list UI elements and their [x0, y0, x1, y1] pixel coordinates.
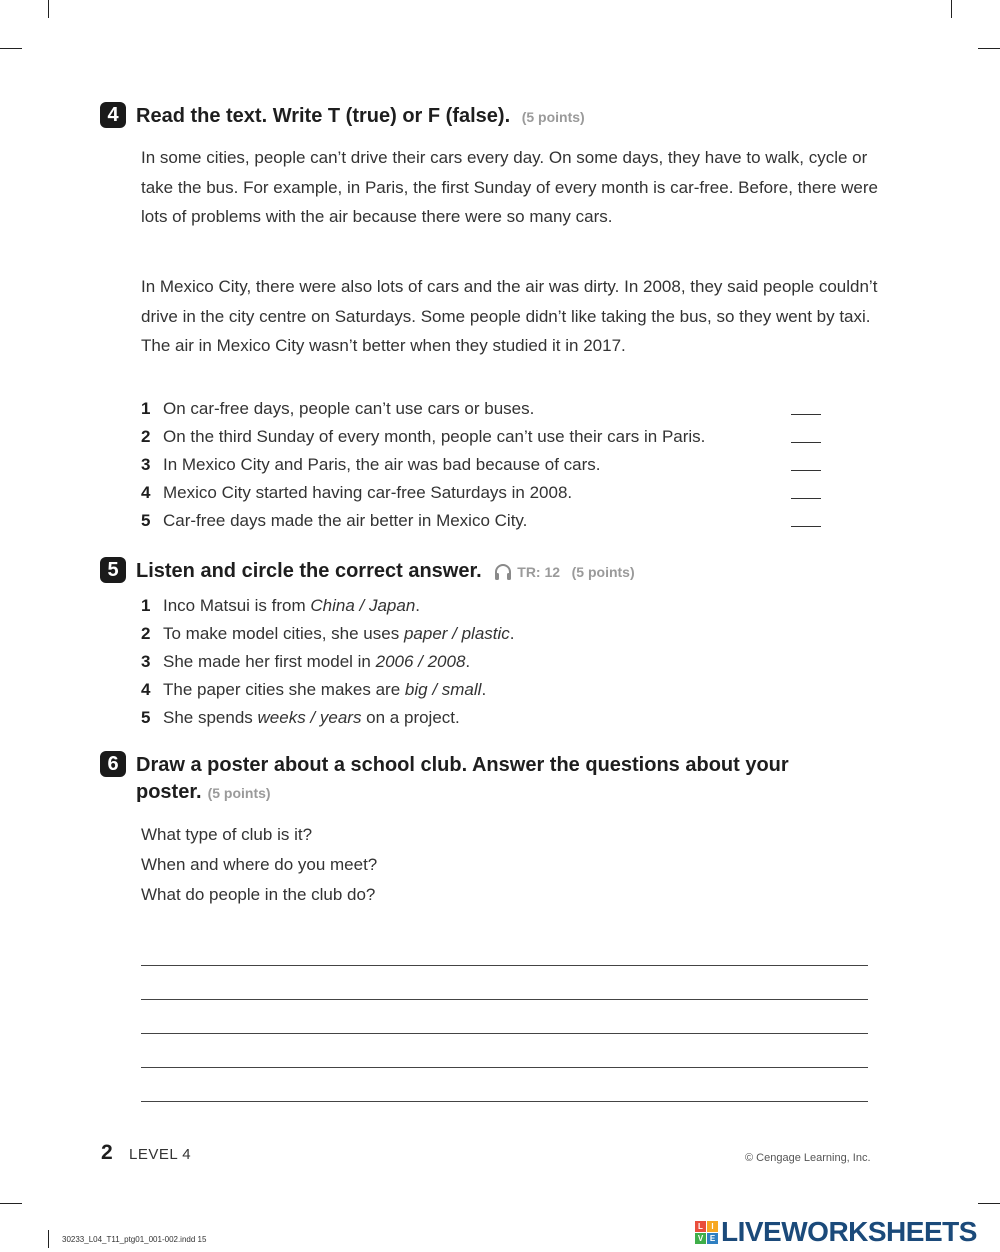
writing-line[interactable] — [141, 1067, 868, 1068]
points-label: (5 points) — [207, 785, 271, 801]
list-item: 1 Inco Matsui is from China / Japan. — [141, 596, 421, 615]
list-item: 2 On the third Sunday of every month, people can’t use their cars in Paris. — [141, 423, 705, 451]
answer-options[interactable]: paper / plastic — [403, 624, 510, 643]
writing-line[interactable] — [141, 999, 868, 1000]
section-title — [136, 752, 789, 807]
answer-blank[interactable] — [791, 470, 821, 471]
crop-mark — [978, 1203, 1000, 1204]
section-title — [136, 558, 635, 586]
answer-options[interactable]: big / small — [404, 680, 482, 699]
section-6-heading — [100, 752, 789, 807]
question: When and where do you meet? — [141, 855, 378, 874]
section-5-heading — [100, 558, 635, 586]
answer-blank[interactable] — [791, 442, 821, 443]
list-item: 4 The paper cities she makes are big / small. — [141, 680, 487, 699]
answer-options[interactable]: weeks / years — [257, 708, 362, 727]
list-item: 1 On car-free days, people can’t use cars or buses. — [141, 395, 705, 423]
question: What do people in the club do? — [141, 885, 376, 904]
section-title-line-1: Draw a poster about a school club. Answer the questions about your — [136, 754, 789, 776]
answer-blank[interactable] — [791, 414, 821, 415]
crop-mark — [48, 0, 49, 18]
level-label: LEVEL 4 — [129, 1146, 192, 1163]
circle-answer-list — [141, 592, 515, 732]
crop-mark — [0, 1203, 22, 1204]
crop-mark — [48, 1230, 49, 1248]
list-item: 5 Car-free days made the air better in Mexico City. — [141, 507, 705, 535]
section-4-heading — [100, 103, 585, 131]
list-item: 2 To make model cities, she uses paper / plastic. — [141, 624, 515, 643]
list-item: 5 She spends weeks / years on a project. — [141, 708, 460, 727]
list-item: 3 She made her first model in 2006 / 2008. — [141, 652, 471, 671]
question: What type of club is it? — [141, 825, 313, 844]
answer-blank[interactable] — [791, 526, 821, 527]
crop-mark — [951, 0, 952, 18]
answer-options[interactable]: China / Japan — [310, 596, 416, 615]
writing-line[interactable] — [141, 965, 868, 966]
copyright: © Cengage Learning, Inc. — [745, 1152, 871, 1164]
writing-line[interactable] — [141, 1033, 868, 1034]
writing-line[interactable] — [141, 1101, 868, 1102]
reading-paragraph-2: In Mexico City, there were also lots of cars and the air was dirty. In 2008, they said people couldn’t drive in the city centre on Saturdays. Some people didn’t like taking the bus, so they went by taxi. The air in Mexico City wasn’t better when they studied it in 2017. — [141, 277, 878, 355]
list-item: 4 Mexico City started having car-free Saturdays in 2008. — [141, 479, 705, 507]
points-label: (5 points) — [521, 109, 585, 125]
headphones-icon — [493, 563, 513, 581]
answer-options[interactable]: 2006 / 2008 — [375, 652, 466, 671]
liveworksheets-logo[interactable] — [695, 1216, 977, 1248]
logo-text: LIVEWORKSHEETS — [721, 1216, 977, 1247]
section-number-badge: 6 — [100, 751, 126, 777]
section-title-text: Listen and circle the correct answer. — [136, 560, 482, 582]
list-item: 3 In Mexico City and Paris, the air was bad because of cars. — [141, 451, 705, 479]
true-false-list — [141, 395, 705, 535]
reading-paragraph-1: In some cities, people can’t drive their cars every day. On some days, they have to walk, cycle or take the bus. For example, in Paris, the first Sunday of every month is car-free. Before, there were lots of problems with the air because there were so many cars. — [141, 148, 879, 226]
points-label: (5 points) — [571, 564, 635, 580]
section-title-line-2: poster. (5 points) — [136, 781, 271, 803]
audio-track[interactable]: TR: 12 — [493, 564, 560, 580]
section-title — [136, 103, 585, 131]
crop-mark — [978, 48, 1000, 49]
crop-mark — [0, 48, 22, 49]
logo-blocks-icon: L I V E — [695, 1221, 718, 1244]
file-name: 30233_L04_T11_ptg01_001-002.indd 15 — [62, 1235, 207, 1244]
section-number-badge: 5 — [100, 557, 126, 583]
section-title-text: Read the text. Write T (true) or F (false). — [136, 105, 511, 127]
page-number: 2 — [101, 1141, 113, 1164]
section-number-badge: 4 — [100, 102, 126, 128]
answer-blank[interactable] — [791, 498, 821, 499]
